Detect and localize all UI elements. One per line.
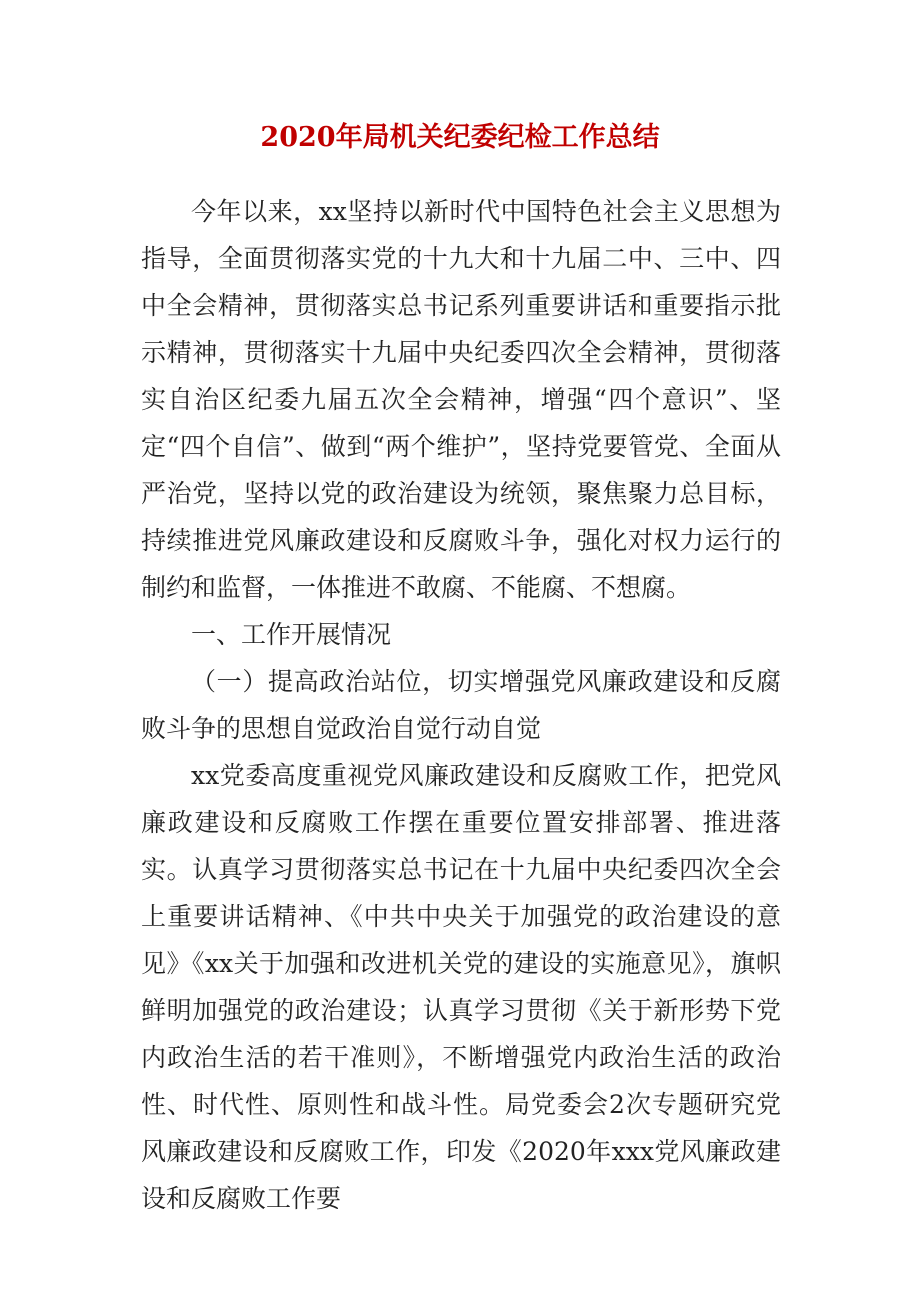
document-title: 2020年局机关纪委纪检工作总结 [260,122,660,153]
section-heading: 一、工作开展情况 [191,620,392,649]
document-body [141,188,781,1222]
subsection-heading: （一）提高政治站位，切实增强党风廉政建设和反腐败斗争的思想自觉政治自觉行动自觉 [141,667,781,743]
body-paragraph: xx党委高度重视党风廉政建设和反腐败工作，把党风廉政建设和反腐败工作摆在重要位置安排部署、推进落实。认真学习贯彻落实总书记在十九届中央纪委四次全会上重要讲话精神、《中共中央关于加强党的政治建设的意见》《xx关于加强和改进机关党的建设的实施意见》，旗帜鲜明加强党的政治建设；认真学习贯彻《关于新形势下党内政治生活的若干准则》，不断增强党内政治生活的政治性、时代性、原则性和战斗性。局党委会2次专题研究党风廉政建设和反腐败工作，印发《2020年xxx党风廉政建设和反腐败工作要 [141,761,781,1213]
intro-paragraph: 今年以来，xx坚持以新时代中国特色社会主义思想为指导，全面贯彻落实党的十九大和十九届二中、三中、四中全会精神，贯彻落实总书记系列重要讲话和重要指示批示精神，贯彻落实十九届中央纪委四次全会精神，贯彻落实自治区纪委九届五次全会精神，增强“四个意识”、坚定“四个自信”、做到“两个维护”，坚持党要管党、全面从严治党，坚持以党的政治建设为统领，聚焦聚力总目标，持续推进党风廉政建设和反腐败斗争，强化对权力运行的制约和监督，一体推进不敢腐、不能腐、不想腐。 [141,197,781,602]
